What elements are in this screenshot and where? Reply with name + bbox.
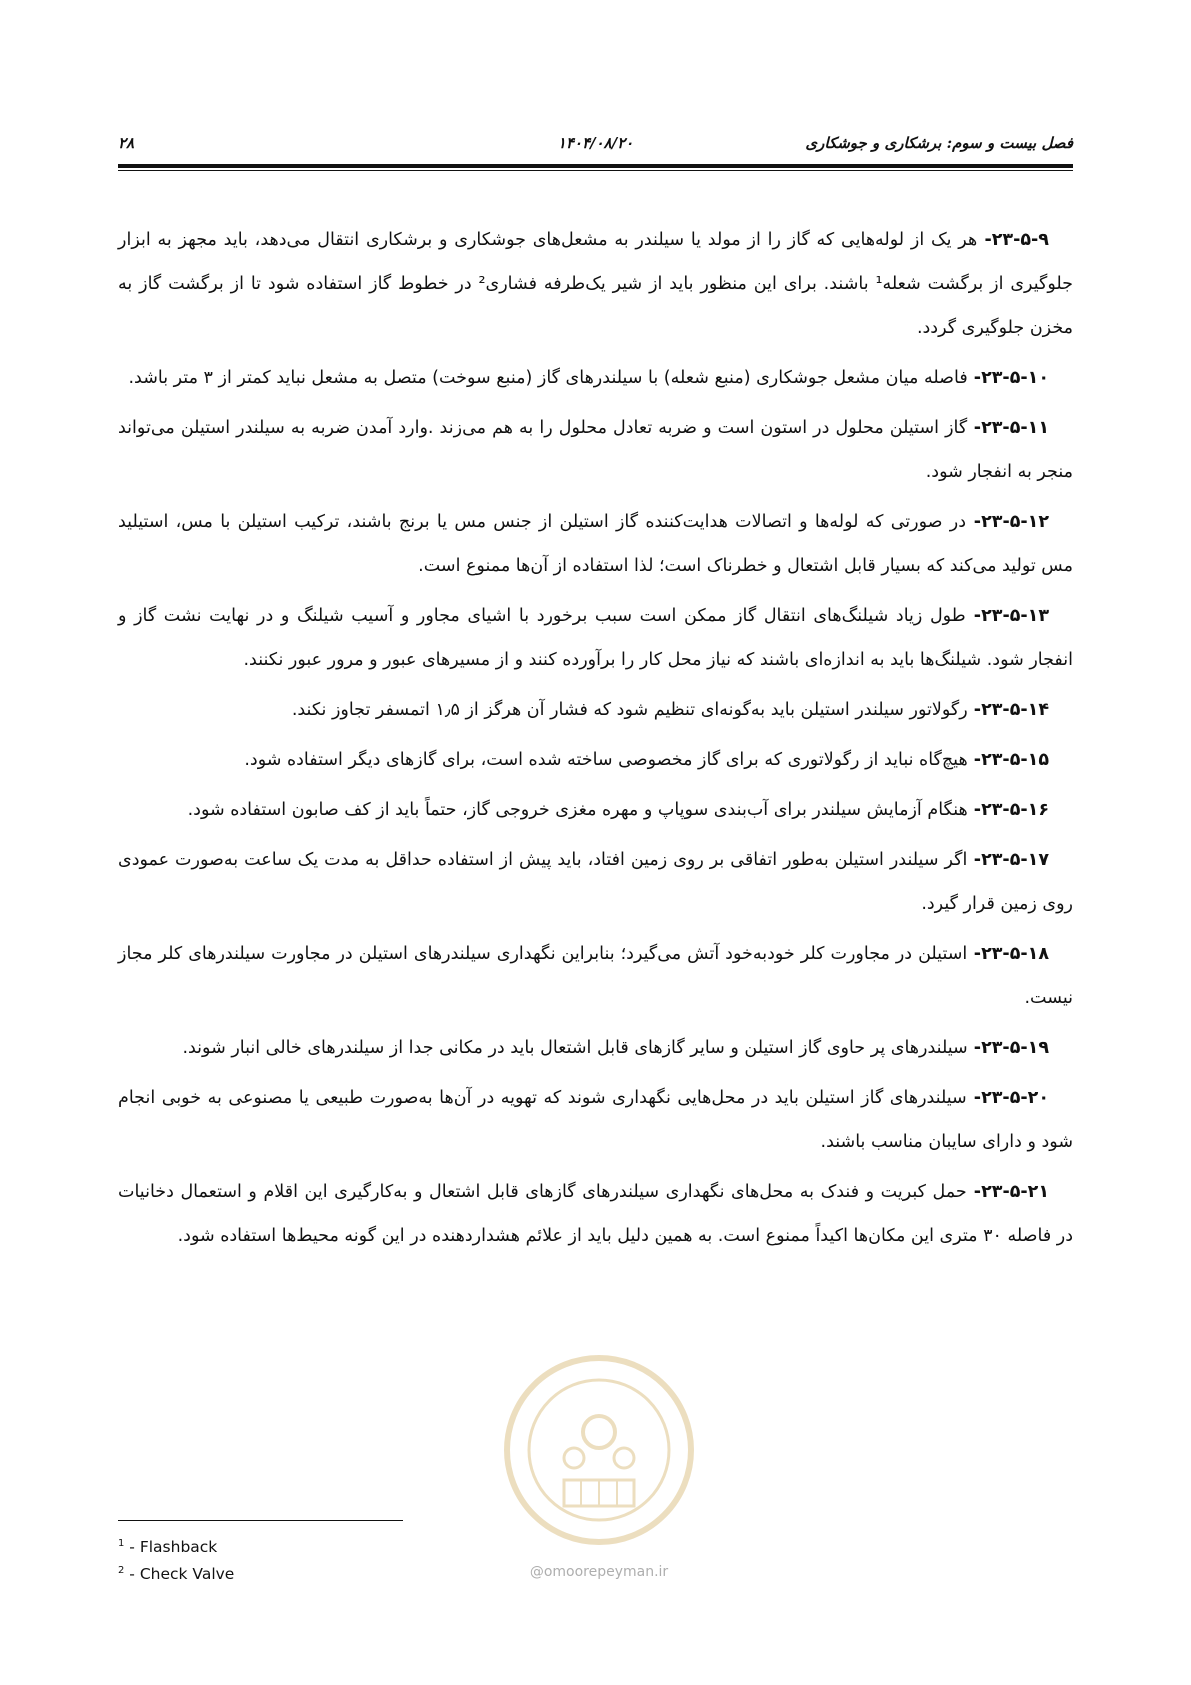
clause-paragraph: ۲۳-۵-۱۷- اگر سیلندر استیلن به‌طور اتفاقی بر روی زمین افتاد، باید پیش از استفاده حداقل به مدت یک ساعت به‌صورت عمودی روی زمین قرار گیرد. (118, 850, 1073, 914)
footnote-separator (118, 1520, 403, 1521)
clause-paragraph: ۲۳-۵-۱۹- سیلندرهای پر حاوی گاز استیلن و سایر گازهای قابل اشتعال باید در مکانی جدا از سیلندرهای خالی انبار شوند. (182, 1038, 1049, 1058)
clause-paragraph: ۲۳-۵-۲۰- سیلندرهای گاز استیلن باید در محل‌هایی نگهداری شوند که تهویه در آن‌ها به‌صورت طبیعی یا مصنوعی به خوبی انجام شود و دارای سایبان مناسب باشند. (118, 1088, 1073, 1152)
clause-text: استیلن در مجاورت کلر خودبه‌خود آتش می‌گیرد؛ بنابراین نگهداری سیلندرهای استیلن در مجاورت سیلندرهای کلر مجاز نیست. (118, 944, 1073, 1008)
clause-number: ۲۳-۵-۱۴ (981, 700, 1049, 720)
header-rule-thin (118, 170, 1073, 171)
clause-number: ۲۳-۵-۱۸ (981, 944, 1049, 964)
clause-text: گاز استیلن محلول در استون است و ضربه تعادل محلول را به هم می‌زند .وارد آمدن ضربه به سیلندر استیلن می‌تواند منجر به انفجار شود. (118, 418, 1073, 482)
clause-paragraph: ۲۳-۵-۱۶- هنگام آزمایش سیلندر برای آب‌بندی سوپاپ و مهره مغزی خروجی گاز، حتماً باید از کف صابون استفاده شود. (187, 800, 1049, 820)
clause-text: طول زیاد شیلنگ‌های انتقال گاز ممکن است سبب برخورد با اشیای مجاور و آسیب شیلنگ و در نهایت نشت گاز و انفجار شود. شیلنگ‌ها باید به اندازه‌ای باشند که نیاز محل کار را برآورده کنند و از مسیرهای عبور و مرور عبور نکنند. (118, 606, 1073, 670)
footnote-item: $^1$ - Flashback (118, 1538, 218, 1557)
clause-paragraph: ۲۳-۵-۱۴- رگولاتور سیلندر استیلن باید به‌گونه‌ای تنظیم شود که فشار آن هرگز از ۱٫۵ اتمسفر تجاوز نکند. (291, 700, 1049, 720)
clause-paragraph: ۲۳-۵-۹- هر یک از لوله‌هایی که گاز را از مولد یا سیلندر به مشعل‌های جوشکاری و برشکاری انتقال می‌دهد، باید مجهز به ابزار جلوگیری از برگشت شعله¹ باشند. برای این منظور باید از شیر یک‌طرفه فشاری² در خطوط گاز استفاده شود تا از برگشت گاز به مخزن جلوگیری گردد. (118, 230, 1073, 338)
clause-text: حمل کبریت و فندک به محل‌های نگهداری سیلندرهای گازهای قابل اشتعال و به‌کارگیری این اقلام و استعمال دخانیات در فاصله ۳۰ متری این مکان‌ها اکیداً ممنوع است. به همین دلیل باید از علائم هشداردهنده در این گونه محیط‌ها استفاده شود. (118, 1182, 1073, 1246)
header-date: ۱۴۰۴/۰۸/۲۰ (557, 134, 634, 152)
clause-number: ۲۳-۵-۱۶ (981, 800, 1049, 820)
clause-text: هنگام آزمایش سیلندر برای آب‌بندی سوپاپ و مهره مغزی خروجی گاز، حتماً باید از کف صابون استفاده شود. (187, 800, 968, 820)
clause-paragraph: ۲۳-۵-۱۲- در صورتی که لوله‌ها و اتصالات هدایت‌کننده گاز استیلن از جنس مس یا برنج باشند، ترکیب استیلن با مس، استیلید مس تولید می‌کند که بسیار قابل اشتعال و خطرناک است؛ لذا استفاده از آن‌ها ممنوع است. (118, 512, 1073, 576)
clause-text: در صورتی که لوله‌ها و اتصالات هدایت‌کننده گاز استیلن از جنس مس یا برنج باشند، ترکیب استیلن با مس، استیلید مس تولید می‌کند که بسیار قابل اشتعال و خطرناک است؛ لذا استفاده از آن‌ها ممنوع است. (118, 512, 1073, 576)
clause-number: ۲۳-۵-۹ (991, 230, 1049, 250)
clause-number: ۲۳-۵-۱۹ (981, 1038, 1049, 1058)
footnote-item: $^2$ - Check Valve (118, 1565, 235, 1584)
clause-paragraph: ۲۳-۵-۱۱- گاز استیلن محلول در استون است و ضربه تعادل محلول را به هم می‌زند .وارد آمدن ضربه به سیلندر استیلن می‌تواند منجر به انفجار شود. (118, 418, 1073, 482)
clause-number: ۲۳-۵-۱۱ (981, 418, 1049, 438)
chapter-title: فصل بیست و سوم: برشکاری و جوشکاری (805, 134, 1073, 152)
clause-number: ۲۳-۵-۱۷ (981, 850, 1049, 870)
clause-text: رگولاتور سیلندر استیلن باید به‌گونه‌ای تنظیم شود که فشار آن هرگز از ۱٫۵ اتمسفر تجاوز نکند. (291, 700, 968, 720)
page-header (118, 128, 1073, 164)
clause-text: اگر سیلندر استیلن به‌طور اتفاقی بر روی زمین افتاد، باید پیش از استفاده حداقل به مدت یک ساعت به‌صورت عمودی روی زمین قرار گیرد. (118, 850, 1073, 914)
footnotes (118, 1532, 518, 1586)
clause-text: هیچ‌گاه نباید از رگولاتوری که برای گاز مخصوصی ساخته شده است، برای گازهای دیگر استفاده شود. (244, 750, 968, 770)
seal-watermark (494, 1340, 704, 1580)
clause-paragraph: ۲۳-۵-۱۸- استیلن در مجاورت کلر خودبه‌خود آتش می‌گیرد؛ بنابراین نگهداری سیلندرهای استیلن در مجاورت سیلندرهای کلر مجاز نیست. (118, 944, 1073, 1008)
clause-number: ۲۳-۵-۲۱ (981, 1182, 1050, 1202)
clause-text: سیلندرهای پر حاوی گاز استیلن و سایر گازهای قابل اشتعال باید در مکانی جدا از سیلندرهای خالی انبار شوند. (182, 1038, 968, 1058)
clause-number: ۲۳-۵-۱۳ (981, 606, 1050, 626)
clause-number: ۲۳-۵-۱۲ (981, 512, 1050, 532)
clause-paragraph: ۲۳-۵-۱۰- فاصله میان مشعل جوشکاری (منبع شعله) با سیلندرهای گاز (منبع سوخت) متصل به مشعل نباید کمتر از ۳ متر باشد. (128, 368, 1049, 388)
header-rule-thick (118, 164, 1073, 168)
clause-text: سیلندرهای گاز استیلن باید در محل‌هایی نگهداری شوند که تهویه در آن‌ها به‌صورت طبیعی یا مصنوعی به خوبی انجام شود و دارای سایبان مناسب باشند. (118, 1088, 1073, 1152)
watermark-site: @omoorepeyman.ir (529, 1564, 669, 1580)
clause-paragraph: ۲۳-۵-۲۱- حمل کبریت و فندک به محل‌های نگهداری سیلندرهای گازهای قابل اشتعال و به‌کارگیری این اقلام و استعمال دخانیات در فاصله ۳۰ متری این مکان‌ها اکیداً ممنوع است. به همین دلیل باید از علائم هشداردهنده در این گونه محیط‌ها استفاده شود. (118, 1182, 1073, 1246)
clause-paragraph: ۲۳-۵-۱۵- هیچ‌گاه نباید از رگولاتوری که برای گاز مخصوصی ساخته شده است، برای گازهای دیگر استفاده شود. (244, 750, 1049, 770)
clause-number: ۲۳-۵-۱۰ (981, 368, 1049, 388)
clause-number: ۲۳-۵-۱۵ (981, 750, 1049, 770)
clause-text: فاصله میان مشعل جوشکاری (منبع شعله) با سیلندرهای گاز (منبع سوخت) متصل به مشعل نباید کمتر از ۳ متر باشد. (128, 368, 968, 388)
page-number: ۲۸ (118, 134, 135, 152)
clause-text: هر یک از لوله‌هایی که گاز را از مولد یا سیلندر به مشعل‌های جوشکاری و برشکاری انتقال می‌دهد، باید مجهز به ابزار جلوگیری از برگشت شعله¹ باشند. برای این منظور باید از شیر یک‌طرفه فشاری² در خطوط گاز استفاده شود تا از برگشت گاز به مخزن جلوگیری گردد. (118, 230, 1073, 338)
clause-paragraph: ۲۳-۵-۱۳- طول زیاد شیلنگ‌های انتقال گاز ممکن است سبب برخورد با اشیای مجاور و آسیب شیلنگ و در نهایت نشت گاز و انفجار شود. شیلنگ‌ها باید به اندازه‌ای باشند که نیاز محل کار را برآورده کنند و از مسیرهای عبور و مرور عبور نکنند. (118, 606, 1073, 670)
body-text (118, 218, 1073, 1264)
clause-number: ۲۳-۵-۲۰ (981, 1088, 1049, 1108)
